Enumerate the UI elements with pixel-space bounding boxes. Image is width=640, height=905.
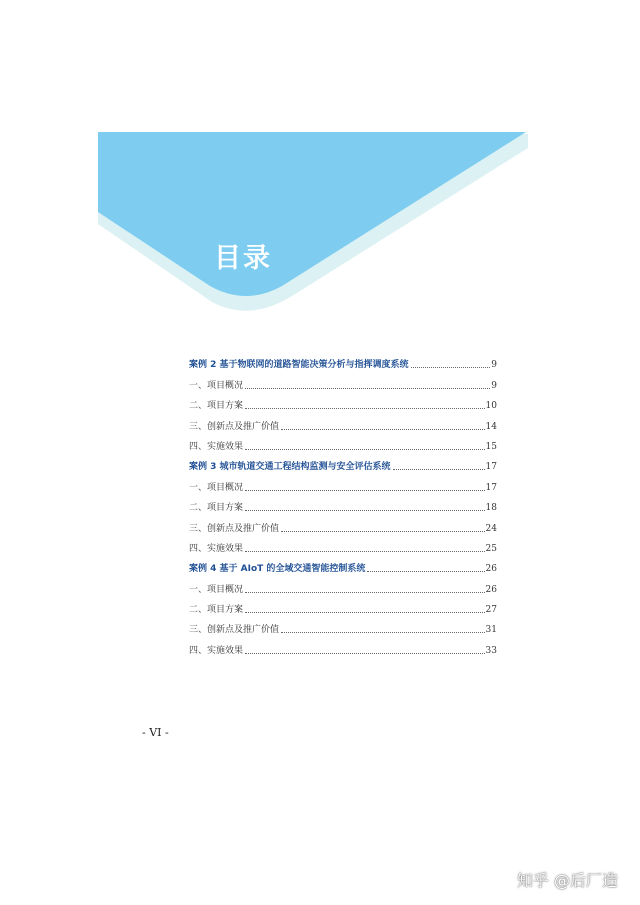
page-number: - VI -	[142, 726, 169, 739]
dot-leader	[281, 632, 485, 633]
dot-leader	[281, 531, 485, 532]
toc-entry-page: 26	[485, 564, 497, 575]
toc-entry-label: 案例 2 基于物联网的道路智能决策分析与指挥调度系统	[189, 360, 409, 371]
toc-entry-label: 案例 4 基于 AIoT 的全域交通智能控制系统	[189, 564, 366, 575]
toc-entry-label: 二、项目方案	[189, 503, 244, 514]
toc-entry-label: 一、项目概况	[189, 482, 244, 493]
toc-entry[interactable]	[189, 371, 497, 391]
dot-leader	[245, 510, 485, 511]
toc-entry[interactable]	[189, 575, 497, 595]
toc-entry-label: 四、实施效果	[189, 645, 244, 656]
toc-entry[interactable]	[189, 494, 497, 514]
dot-leader	[245, 490, 485, 491]
toc-entry-page: 33	[485, 645, 497, 656]
toc-entry-page: 24	[485, 523, 497, 534]
toc-entry-page: 18	[485, 503, 497, 514]
dot-leader	[245, 388, 490, 389]
watermark: 知乎 @后厂造	[516, 871, 618, 890]
toc-case-entry[interactable]	[189, 351, 497, 371]
toc-entry-page: 27	[485, 605, 497, 616]
dot-leader	[245, 551, 485, 552]
toc-entry-page: 9	[491, 380, 497, 391]
toc-case-entry[interactable]	[189, 453, 497, 473]
toc-entry-label: 案例 3 城市轨道交通工程结构监测与安全评估系统	[189, 462, 391, 473]
dot-leader	[245, 612, 485, 613]
toc-entry[interactable]	[189, 514, 497, 534]
header-banner	[0, 0, 640, 330]
toc-entry-label: 四、实施效果	[189, 543, 244, 554]
toc-entry-page: 14	[485, 421, 497, 432]
toc-entry-label: 二、项目方案	[189, 605, 244, 616]
toc-entry[interactable]	[189, 412, 497, 432]
toc-entry-page: 25	[485, 543, 497, 554]
toc-entry-page: 17	[485, 482, 497, 493]
toc-entry[interactable]	[189, 616, 497, 636]
toc-entry-page: 15	[485, 441, 497, 452]
toc-entry[interactable]	[189, 473, 497, 493]
dot-leader	[393, 469, 485, 470]
toc-entry[interactable]	[189, 392, 497, 412]
toc-entry-label: 三、创新点及推广价值	[189, 625, 280, 636]
toc-entry-label: 四、实施效果	[189, 441, 244, 452]
page-title: 目录	[214, 243, 272, 274]
toc-entry-page: 17	[485, 462, 497, 473]
toc-entry-label: 三、创新点及推广价值	[189, 523, 280, 534]
table-of-contents	[189, 351, 497, 657]
dot-leader	[411, 367, 491, 368]
toc-entry-page: 10	[485, 401, 497, 412]
dot-leader	[245, 449, 485, 450]
dot-leader	[245, 653, 485, 654]
toc-case-entry[interactable]	[189, 555, 497, 575]
dot-leader	[245, 408, 485, 409]
toc-entry-page: 26	[485, 584, 497, 595]
dot-leader	[245, 592, 485, 593]
toc-entry-page: 31	[485, 625, 497, 636]
toc-entry-label: 一、项目概况	[189, 380, 244, 391]
toc-entry-label: 二、项目方案	[189, 401, 244, 412]
toc-entry[interactable]	[189, 433, 497, 453]
toc-entry-label: 一、项目概况	[189, 584, 244, 595]
toc-entry[interactable]	[189, 596, 497, 616]
toc-entry-label: 三、创新点及推广价值	[189, 421, 280, 432]
dot-leader	[281, 429, 485, 430]
toc-entry-page: 9	[491, 360, 497, 371]
toc-entry[interactable]	[189, 535, 497, 555]
toc-entry[interactable]	[189, 636, 497, 656]
dot-leader	[367, 571, 484, 572]
